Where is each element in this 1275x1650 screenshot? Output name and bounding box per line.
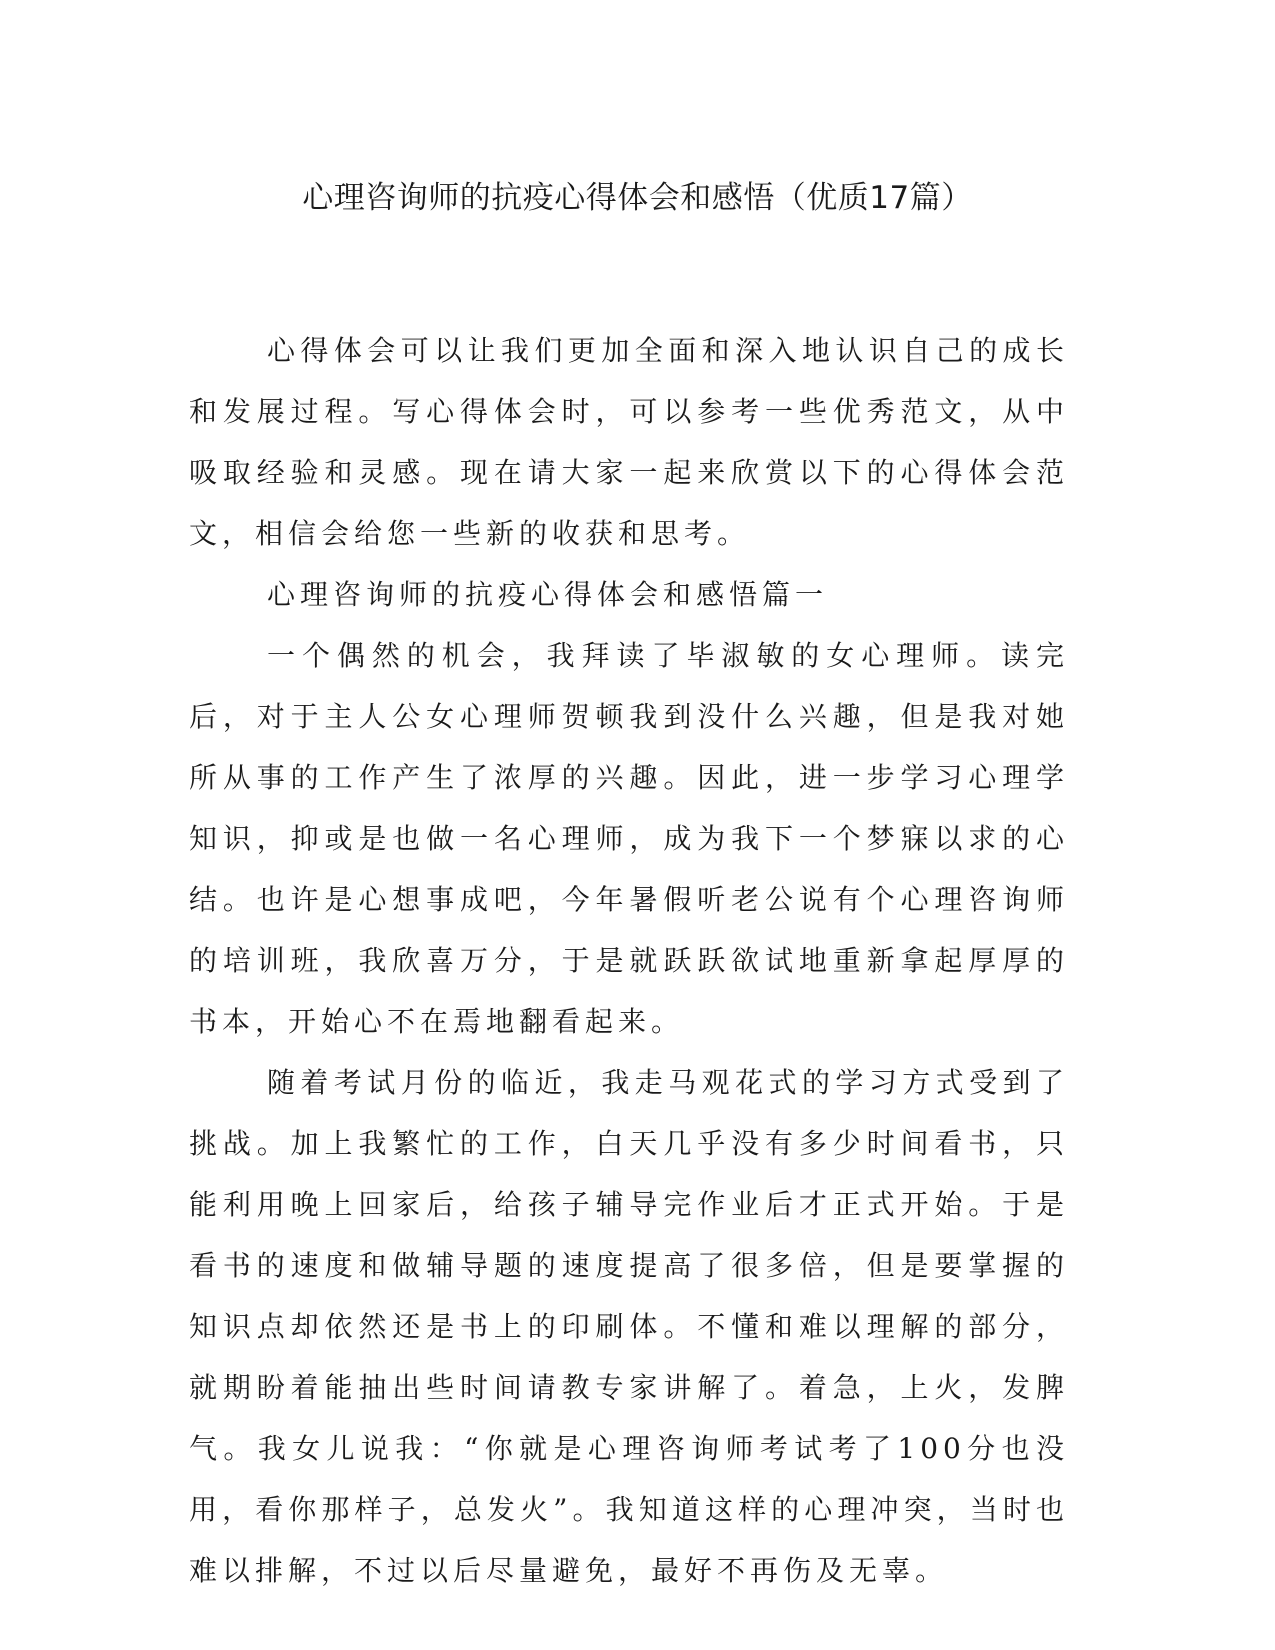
intro-paragraph: 心得体会可以让我们更加全面和深入地认识自己的成长和发展过程。写心得体会时，可以参考一些优秀范文，从中吸取经验和灵感。现在请大家一起来欣赏以下的心得体会范文，相信会给您一些新的收获和思考。	[189, 334, 1069, 550]
body-paragraph-2: 随着考试月份的临近，我走马观花式的学习方式受到了挑战。加上我繁忙的工作，白天几乎没有多少时间看书，只能利用晚上回家后，给孩子辅导完作业后才正式开始。于是看书的速度和做辅导题的速度提高了很多倍，但是要掌握的知识点却依然还是书上的印刷体。不懂和难以理解的部分，就期盼着能抽出些时间请教专家讲解了。着急，上火，发脾气。我女儿说我：“你就是心理咨询师考试考了100分也没用，看你那样子，总发火”。我知道这样的心理冲突，当时也难以排解，不过以后尽量避免，最好不再伤及无辜。	[189, 1066, 1069, 1587]
body-paragraph-1: 一个偶然的机会，我拜读了毕淑敏的女心理师。读完后，对于主人公女心理师贺顿我到没什么兴趣，但是我对她所从事的工作产生了浓厚的兴趣。因此，进一步学习心理学知识，抑或是也做一名心理师，成为我下一个梦寐以求的心结。也许是心想事成吧，今年暑假听老公说有个心理咨询师的培训班，我欣喜万分，于是就跃跃欲试地重新拿起厚厚的书本，开始心不在焉地翻看起来。	[189, 639, 1069, 1038]
document-body	[189, 320, 1069, 1601]
section-heading: 心理咨询师的抗疫心得体会和感悟篇一	[267, 578, 829, 611]
document-title: 心理咨询师的抗疫心得体会和感悟（优质17篇）	[302, 180, 973, 216]
